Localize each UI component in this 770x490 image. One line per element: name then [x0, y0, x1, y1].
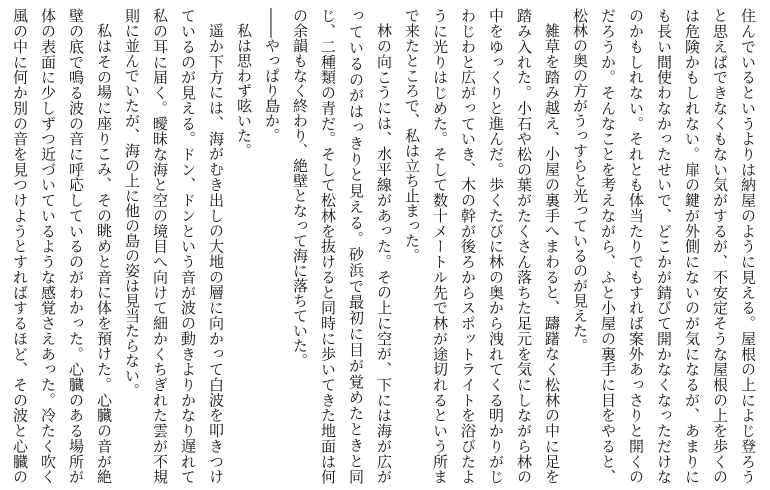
paragraph-7: 私はその場に座りこみ、その眺めと音に体を預けた。心臓の音が絶壁の底で鳴る波の音に呼応しているのがわかった。心臓のある場所が体の表面に少しずつ近づいているような感覚さえあった。冷たく吹く風の中に何か別の音を見つけようとすればするほど、その波と心臓の — [11, 8, 113, 484]
paragraph-5: 私は思わず呟いた。 — [235, 23, 253, 158]
paragraph-3: 林の向こうには、水平線があった。その上に空が、下には海が広がっているのがはっきりと見える。砂浜で最初に目が覚めたときと同じ、二種類の青だ。そして松林を抜けると同時に歩いてきた地面は何の余韻もなく終わり、絶壁となって海に落ちていた。 — [291, 8, 393, 484]
vertical-text-body — [0, 8, 762, 484]
paragraph-2: 雑草を踏み越え、小屋の裏手へまわると、躊躇なく松林の中に足を踏み入れた。小石や松の葉がたくさん落ちた足元を気にしながら林の中をゆっくりと進んだ。歩くたびに林の奥から洩れてくる明かりがじわじわと広がっていき、木の幹が後ろからスポットライトを浴びたように光りはじめた。そして数十メートル先で林が途切れるという所まで来たところで、私は立ち止まった。 — [403, 8, 561, 484]
paragraph-6: 遥か下方には、海がむき出しの大地の層に向かって白波を叩きつけているのが見える。ドン、ドンという音が波の動きよりかなり遅れて私の耳に届く。曖昧な海と空の境目へ向けて細かくちぎれた雲が不規則に並んでいたが、海の上に他の島の姿は見当たらない。 — [123, 8, 225, 484]
paragraph-1: 住んでいるというよりは納屋のように見える。屋根の上によじ登ろうと思えばできなくもない気がするが、不安定そうな屋根の上を歩くのは危険かもしれない。扉の鍵が外側にないのが気になるが、あまりにも長い間使わなかったせいで、どこかが錆びて開かなくなっただけなのかもしれない。それとも体当たりでもすれば案外あっさりと開くのだろうか。そんなことを考えながら、ふと小屋の裏手に目をやると、松林の奥の方がうっすらと光っているのが見えた。 — [571, 8, 757, 485]
paragraph-4: ――やっぱり島か。 — [263, 8, 281, 143]
